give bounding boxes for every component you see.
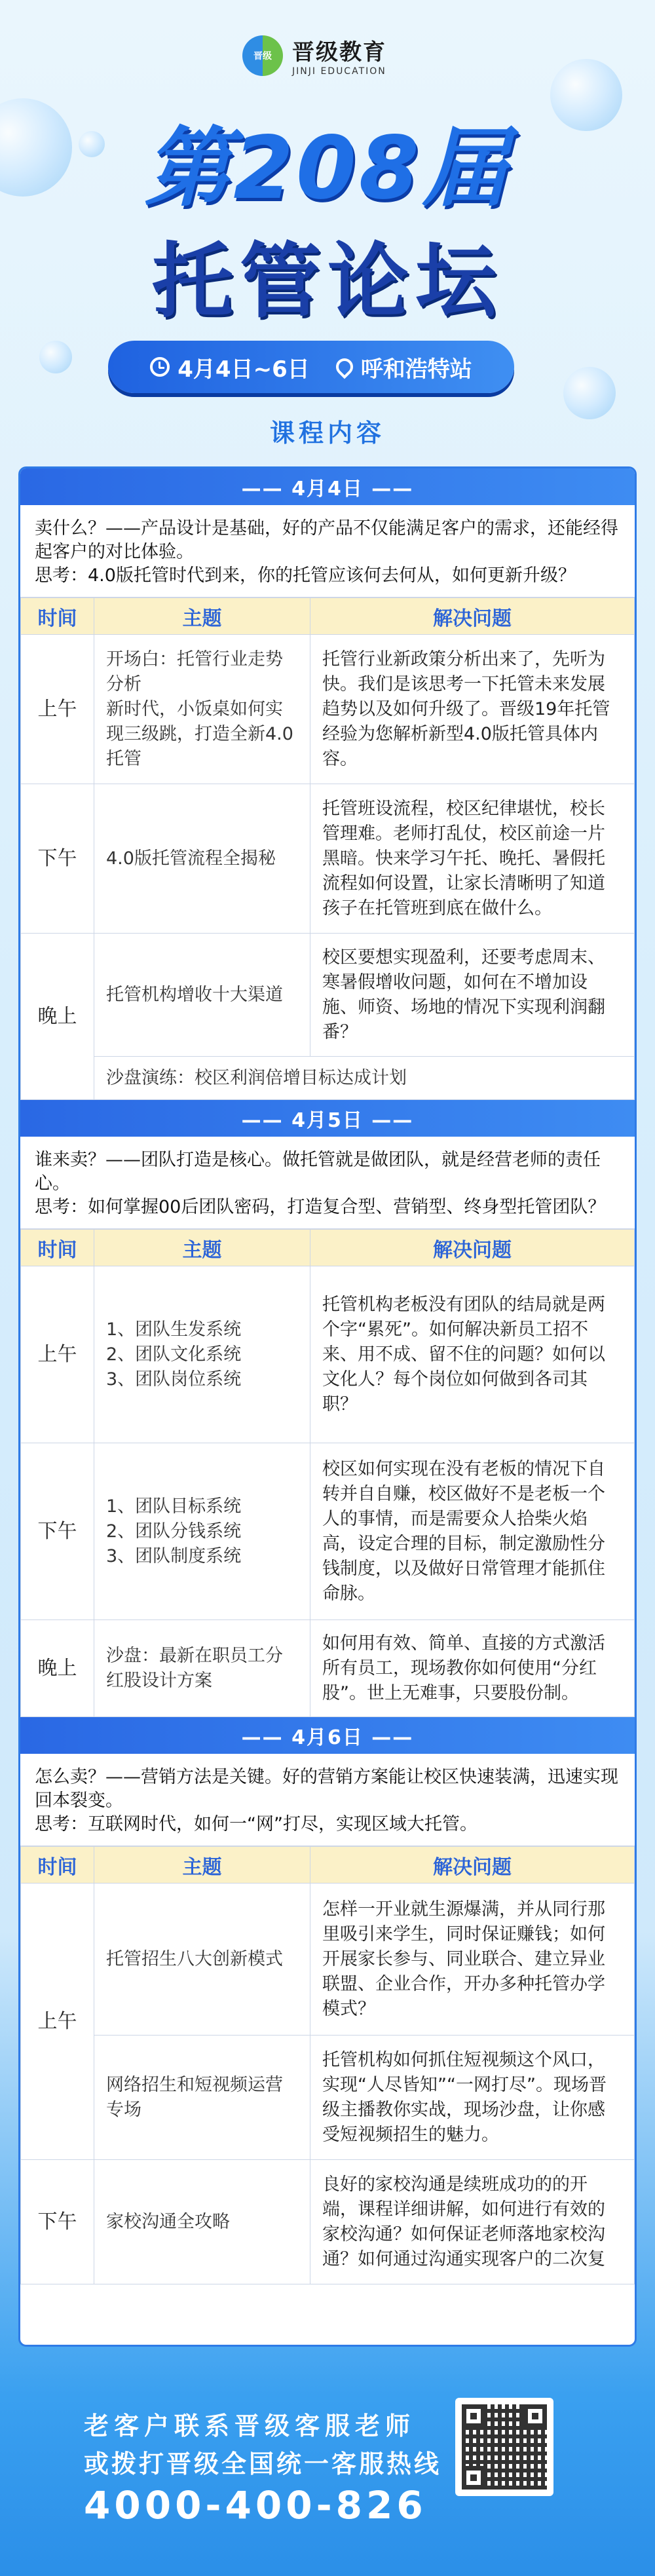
session-topic: 1、团队生发系统 2、团队文化系统 3、团队岗位系统: [94, 1266, 310, 1443]
session-solution: 托管机构老板没有团队的结局就是两个字“累死”。如何解决新员工招不来、用不成、留不住的问题？如何以文化人？每个岗位如何做到各司其职？: [310, 1266, 635, 1443]
hotline-number[interactable]: 4000-400-826: [84, 2483, 427, 2528]
session-topic: 家校沟通全攻略: [94, 2160, 310, 2284]
day-intro: [20, 1754, 635, 1846]
session-time: 下午: [21, 784, 94, 934]
session-time: 上午: [21, 635, 94, 784]
day-intro-line: 思考：如何掌握00后团队密码，打造复合型、营销型、终身型托管团队？: [35, 1197, 606, 1217]
brand-logo: [242, 34, 386, 77]
col-header-solution: 解决问题: [310, 1847, 635, 1884]
session-solution: 校区要想实现盈利，还要考虑周末、寒暑假增收问题，如何在不增加设施、师资、场地的情况下实现利润翻番？: [310, 934, 635, 1057]
poster-header: [0, 0, 655, 459]
day-intro-line: 怎么卖？——营销方法是关键。好的营销方案能让校区快速装满，迅速实现回本裂变。: [35, 1767, 618, 1811]
logo-name-cn: 晋级教育: [292, 39, 386, 66]
day-intro-line: 思考：互联网时代，如何一“网”打尽，实现区域大托管。: [35, 1814, 477, 1834]
session-solution: 如何用有效、简单、直接的方式激活所有员工，现场教你如何使用“分红股”。世上无难事，只要股份制。: [310, 1620, 635, 1717]
schedule-table: [20, 1229, 635, 1717]
forum-name-title: 托管论坛: [151, 235, 503, 329]
col-header-time: 时间: [21, 1230, 94, 1266]
day-intro-line: 谁来卖？——团队打造是核心。做托管就是做团队，就是经营老师的责任心。: [35, 1150, 601, 1194]
session-topic: 托管机构增收十大渠道: [94, 934, 310, 1057]
schedule-table: [20, 597, 635, 1100]
table-row: [21, 1057, 635, 1100]
col-header-solution: 解决问题: [310, 1230, 635, 1266]
table-row: [21, 1884, 635, 2036]
day-intro-line: 卖什么？——产品设计是基础，好的产品不仅能满足客户的需求，还能经得起客户的对比体验。: [35, 518, 618, 562]
session-topic: 网络招生和短视频运营专场: [94, 2036, 310, 2160]
event-date: 4月4日~6日: [178, 356, 310, 383]
session-time: 晚上: [21, 934, 94, 1100]
date-location-pill: [108, 341, 514, 393]
session-topic: 沙盘：最新在职员工分红股设计方案: [94, 1620, 310, 1717]
session-time: 下午: [21, 1443, 94, 1620]
session-solution: 托管机构如何抓住短视频这个风口，实现“人尽皆知”“一网打尽”。现场晋级主播教你实战，现场沙盘，让你感受短视频招生的魅力。: [310, 2036, 635, 2160]
col-header-topic: 主题: [94, 1847, 310, 1884]
table-row: [21, 1266, 635, 1443]
session-time: 上午: [21, 1266, 94, 1443]
day-header: —— 4月6日 ——: [20, 1717, 635, 1754]
session-solution: 托管班设流程，校区纪律堪忧，校长管理难。老师打乱仗，校区前途一片黑暗。快来学习午托、晚托、暑假托流程如何设置，让家长清晰明了知道孩子在托管班到底在做什么。: [310, 784, 635, 934]
table-row: [21, 1620, 635, 1717]
contact-line-1: 老客户联系晋级客服老师: [84, 2412, 416, 2440]
schedule-card: [18, 466, 637, 2347]
col-header-time: 时间: [21, 1847, 94, 1884]
table-row: [21, 1443, 635, 1620]
table-row: [21, 635, 635, 784]
day-header: —— 4月5日 ——: [20, 1100, 635, 1137]
table-row: [21, 934, 635, 1057]
session-topic: 1、团队目标系统 2、团队分钱系统 3、团队制度系统: [94, 1443, 310, 1620]
day-intro: [20, 1137, 635, 1229]
session-time: 晚上: [21, 1620, 94, 1717]
session-solution: 怎样一开业就生源爆满，并从同行那里吸引来学生，同时保证赚钱；如何开展家长参与、同业联合、建立异业联盟、企业合作，开办多种托管办学模式？: [310, 1884, 635, 2036]
session-solution: 托管行业新政策分析出来了，先听为快。我们是该思考一下托管未来发展趋势以及如何升级了。晋级19年托管经验为您解析新型4.0版托管具体内容。: [310, 635, 635, 784]
table-row: [21, 2160, 635, 2284]
logo-mark: 晋级: [242, 35, 283, 76]
day-intro: [20, 505, 635, 597]
qr-code-icon[interactable]: [455, 2398, 553, 2496]
forum-edition-title: 第208届: [144, 118, 511, 219]
table-row: [21, 2036, 635, 2160]
contact-footer: [0, 2372, 655, 2576]
session-time: 上午: [21, 1884, 94, 2160]
session-topic: 托管招生八大创新模式: [94, 1884, 310, 2036]
clock-icon: [150, 357, 170, 377]
session-time: 下午: [21, 2160, 94, 2284]
schedule-table: [20, 1846, 635, 2284]
section-title: 课程内容: [269, 419, 385, 447]
session-topic: 4.0版托管流程全揭秘: [94, 784, 310, 934]
location-pin-icon: [332, 355, 356, 379]
contact-line-2: 或拨打晋级全国统一客服热线: [84, 2450, 442, 2478]
col-header-solution: 解决问题: [310, 598, 635, 635]
day-intro-line: 思考：4.0版托管时代到来，你的托管应该何去何从，如何更新升级？: [35, 565, 576, 586]
col-header-topic: 主题: [94, 598, 310, 635]
session-solution: 良好的家校沟通是续班成功的的开端，课程详细讲解，如何进行有效的家校沟通？如何保证老师落地家校沟通？如何通过沟通实现客户的二次复: [310, 2160, 635, 2284]
session-solution: 校区如何实现在没有老板的情况下自转并自自赚，校区做好不是老板一个人的事情，而是需要众人拾柴火焰高，设定合理的目标，制定激励性分钱制度，以及做好日常管理才能抓住命脉。: [310, 1443, 635, 1620]
col-header-time: 时间: [21, 598, 94, 635]
col-header-topic: 主题: [94, 1230, 310, 1266]
event-location: 呼和浩特站: [360, 356, 472, 383]
table-row: [21, 784, 635, 934]
session-topic: 开场白：托管行业走势分析 新时代，小饭桌如何实现三级跳，打造全新4.0托管: [94, 635, 310, 784]
sandbox-exercise: 沙盘演练：校区利润倍增目标达成计划: [94, 1057, 635, 1100]
day-header: —— 4月4日 ——: [20, 468, 635, 505]
logo-name-en: JINJI EDUCATION: [292, 66, 386, 77]
